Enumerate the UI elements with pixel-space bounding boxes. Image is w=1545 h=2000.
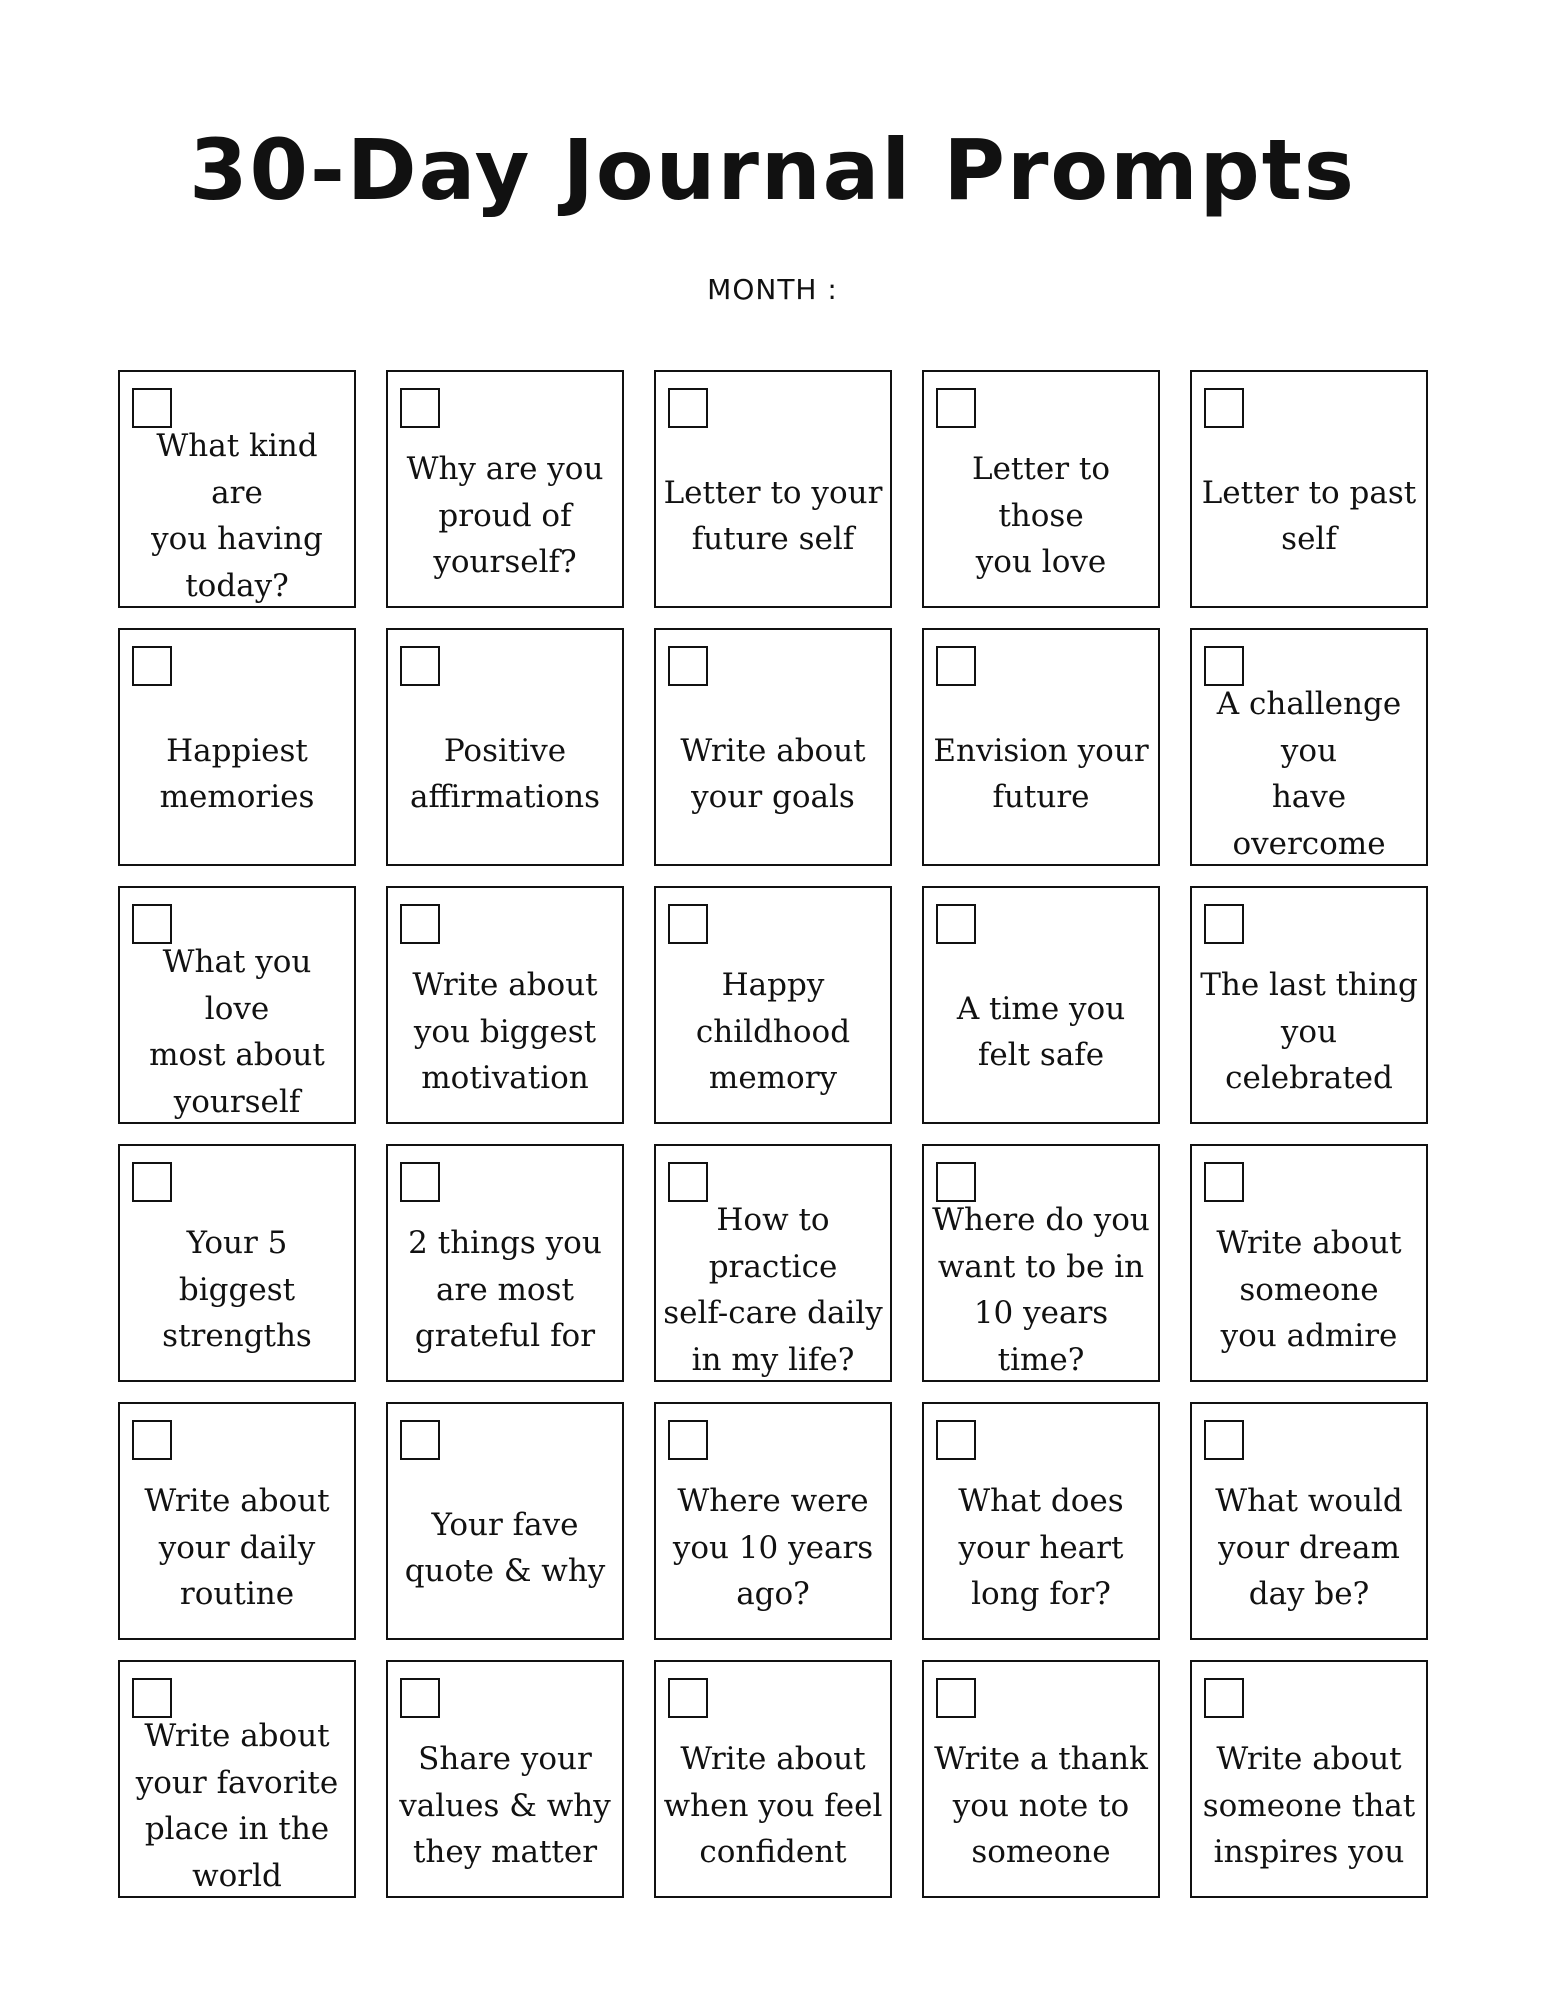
prompt-grid [118, 370, 1428, 1898]
prompt-text: Write about you biggest motivation [412, 967, 598, 1097]
prompt-text: Your fave quote & why [404, 1506, 606, 1589]
prompt-card [118, 886, 356, 1124]
checkbox[interactable] [132, 646, 172, 686]
checkbox[interactable] [668, 646, 708, 686]
checkbox[interactable] [1204, 1420, 1244, 1460]
prompt-text: Write about your goals [680, 732, 866, 815]
prompt-text: How to practice self-care daily in my life? [663, 1202, 883, 1378]
prompt-text: Your 5 biggest strengths [162, 1225, 312, 1355]
prompt-card [1190, 1402, 1428, 1640]
prompt-text: Where were you 10 years ago? [672, 1483, 874, 1613]
prompt-text: Positive affirmations [409, 732, 601, 815]
prompt-card [386, 1660, 624, 1898]
checkbox[interactable] [1204, 1162, 1244, 1202]
prompt-card [1190, 628, 1428, 866]
checkbox[interactable] [1204, 1678, 1244, 1718]
prompt-card [654, 1660, 892, 1898]
checkbox[interactable] [400, 1420, 440, 1460]
prompt-text: Why are you proud of yourself? [406, 451, 604, 581]
page-title: 30-Day Journal Prompts [189, 121, 1356, 219]
checkbox[interactable] [132, 1420, 172, 1460]
prompt-text: Write a thank you note to someone [934, 1741, 1148, 1871]
checkbox[interactable] [668, 388, 708, 428]
prompt-text: What would your dream day be? [1215, 1483, 1403, 1613]
checkbox[interactable] [936, 1678, 976, 1718]
prompt-card [386, 886, 624, 1124]
checkbox[interactable] [400, 646, 440, 686]
prompt-text: 2 things you are most grateful for [408, 1225, 602, 1355]
prompt-text: Write about someone that inspires you [1202, 1741, 1416, 1871]
checkbox[interactable] [400, 1678, 440, 1718]
prompt-card [922, 1402, 1160, 1640]
prompt-card [386, 628, 624, 866]
prompt-card [386, 370, 624, 608]
prompt-card [118, 1144, 356, 1382]
prompt-text: Share your values & why they matter [399, 1741, 611, 1871]
prompt-card [654, 370, 892, 608]
checkbox[interactable] [668, 1162, 708, 1202]
prompt-text: Write about your favorite place in the world [135, 1718, 339, 1894]
prompt-text: A challenge you have overcome [1216, 686, 1402, 862]
checkbox[interactable] [936, 1420, 976, 1460]
prompt-card [1190, 1660, 1428, 1898]
prompt-card [118, 1402, 356, 1640]
month-label: MONTH : [707, 273, 838, 306]
checkbox[interactable] [400, 1162, 440, 1202]
prompt-card [1190, 1144, 1428, 1382]
prompt-card [118, 1660, 356, 1898]
checkbox[interactable] [668, 1678, 708, 1718]
checkbox[interactable] [400, 388, 440, 428]
prompt-text: A time you felt safe [956, 990, 1126, 1073]
prompt-text: What does your heart long for? [958, 1483, 1124, 1613]
prompt-card [654, 1402, 892, 1640]
prompt-card [1190, 886, 1428, 1124]
prompt-card [922, 1660, 1160, 1898]
prompt-card [654, 886, 892, 1124]
prompt-card [386, 1402, 624, 1640]
prompt-text: Letter to those you love [972, 451, 1110, 581]
prompt-text: Write about your daily routine [144, 1483, 330, 1613]
prompt-text: Write about when you feel confident [663, 1741, 883, 1871]
checkbox[interactable] [936, 388, 976, 428]
prompt-card [922, 886, 1160, 1124]
prompt-text: Where do you want to be in 10 years time? [932, 1202, 1150, 1378]
prompt-text: What you love most about yourself [149, 944, 325, 1120]
prompt-card [118, 370, 356, 608]
checkbox[interactable] [400, 904, 440, 944]
prompt-text: Happy childhood memory [695, 967, 851, 1097]
checkbox[interactable] [1204, 388, 1244, 428]
prompt-text: Write about someone you admire [1216, 1225, 1402, 1355]
prompt-text: Letter to past self [1201, 474, 1417, 557]
prompt-card [922, 1144, 1160, 1382]
checkbox[interactable] [668, 904, 708, 944]
prompt-card [922, 628, 1160, 866]
checkbox[interactable] [936, 646, 976, 686]
prompt-text: The last thing you celebrated [1200, 967, 1418, 1097]
prompt-text: Happiest memories [159, 732, 315, 815]
checkbox[interactable] [132, 388, 172, 428]
prompt-card [654, 1144, 892, 1382]
checkbox[interactable] [936, 904, 976, 944]
checkbox[interactable] [1204, 904, 1244, 944]
checkbox[interactable] [132, 1678, 172, 1718]
checkbox[interactable] [1204, 646, 1244, 686]
prompt-text: What kind are you having today? [151, 428, 323, 604]
checkbox[interactable] [668, 1420, 708, 1460]
checkbox[interactable] [936, 1162, 976, 1202]
prompt-text: Letter to your future self [663, 474, 883, 557]
prompt-text: Envision your future [933, 732, 1149, 815]
checkbox[interactable] [132, 1162, 172, 1202]
prompt-card [922, 370, 1160, 608]
checkbox[interactable] [132, 904, 172, 944]
prompt-card [386, 1144, 624, 1382]
prompt-card [654, 628, 892, 866]
prompt-card [118, 628, 356, 866]
prompt-card [1190, 370, 1428, 608]
